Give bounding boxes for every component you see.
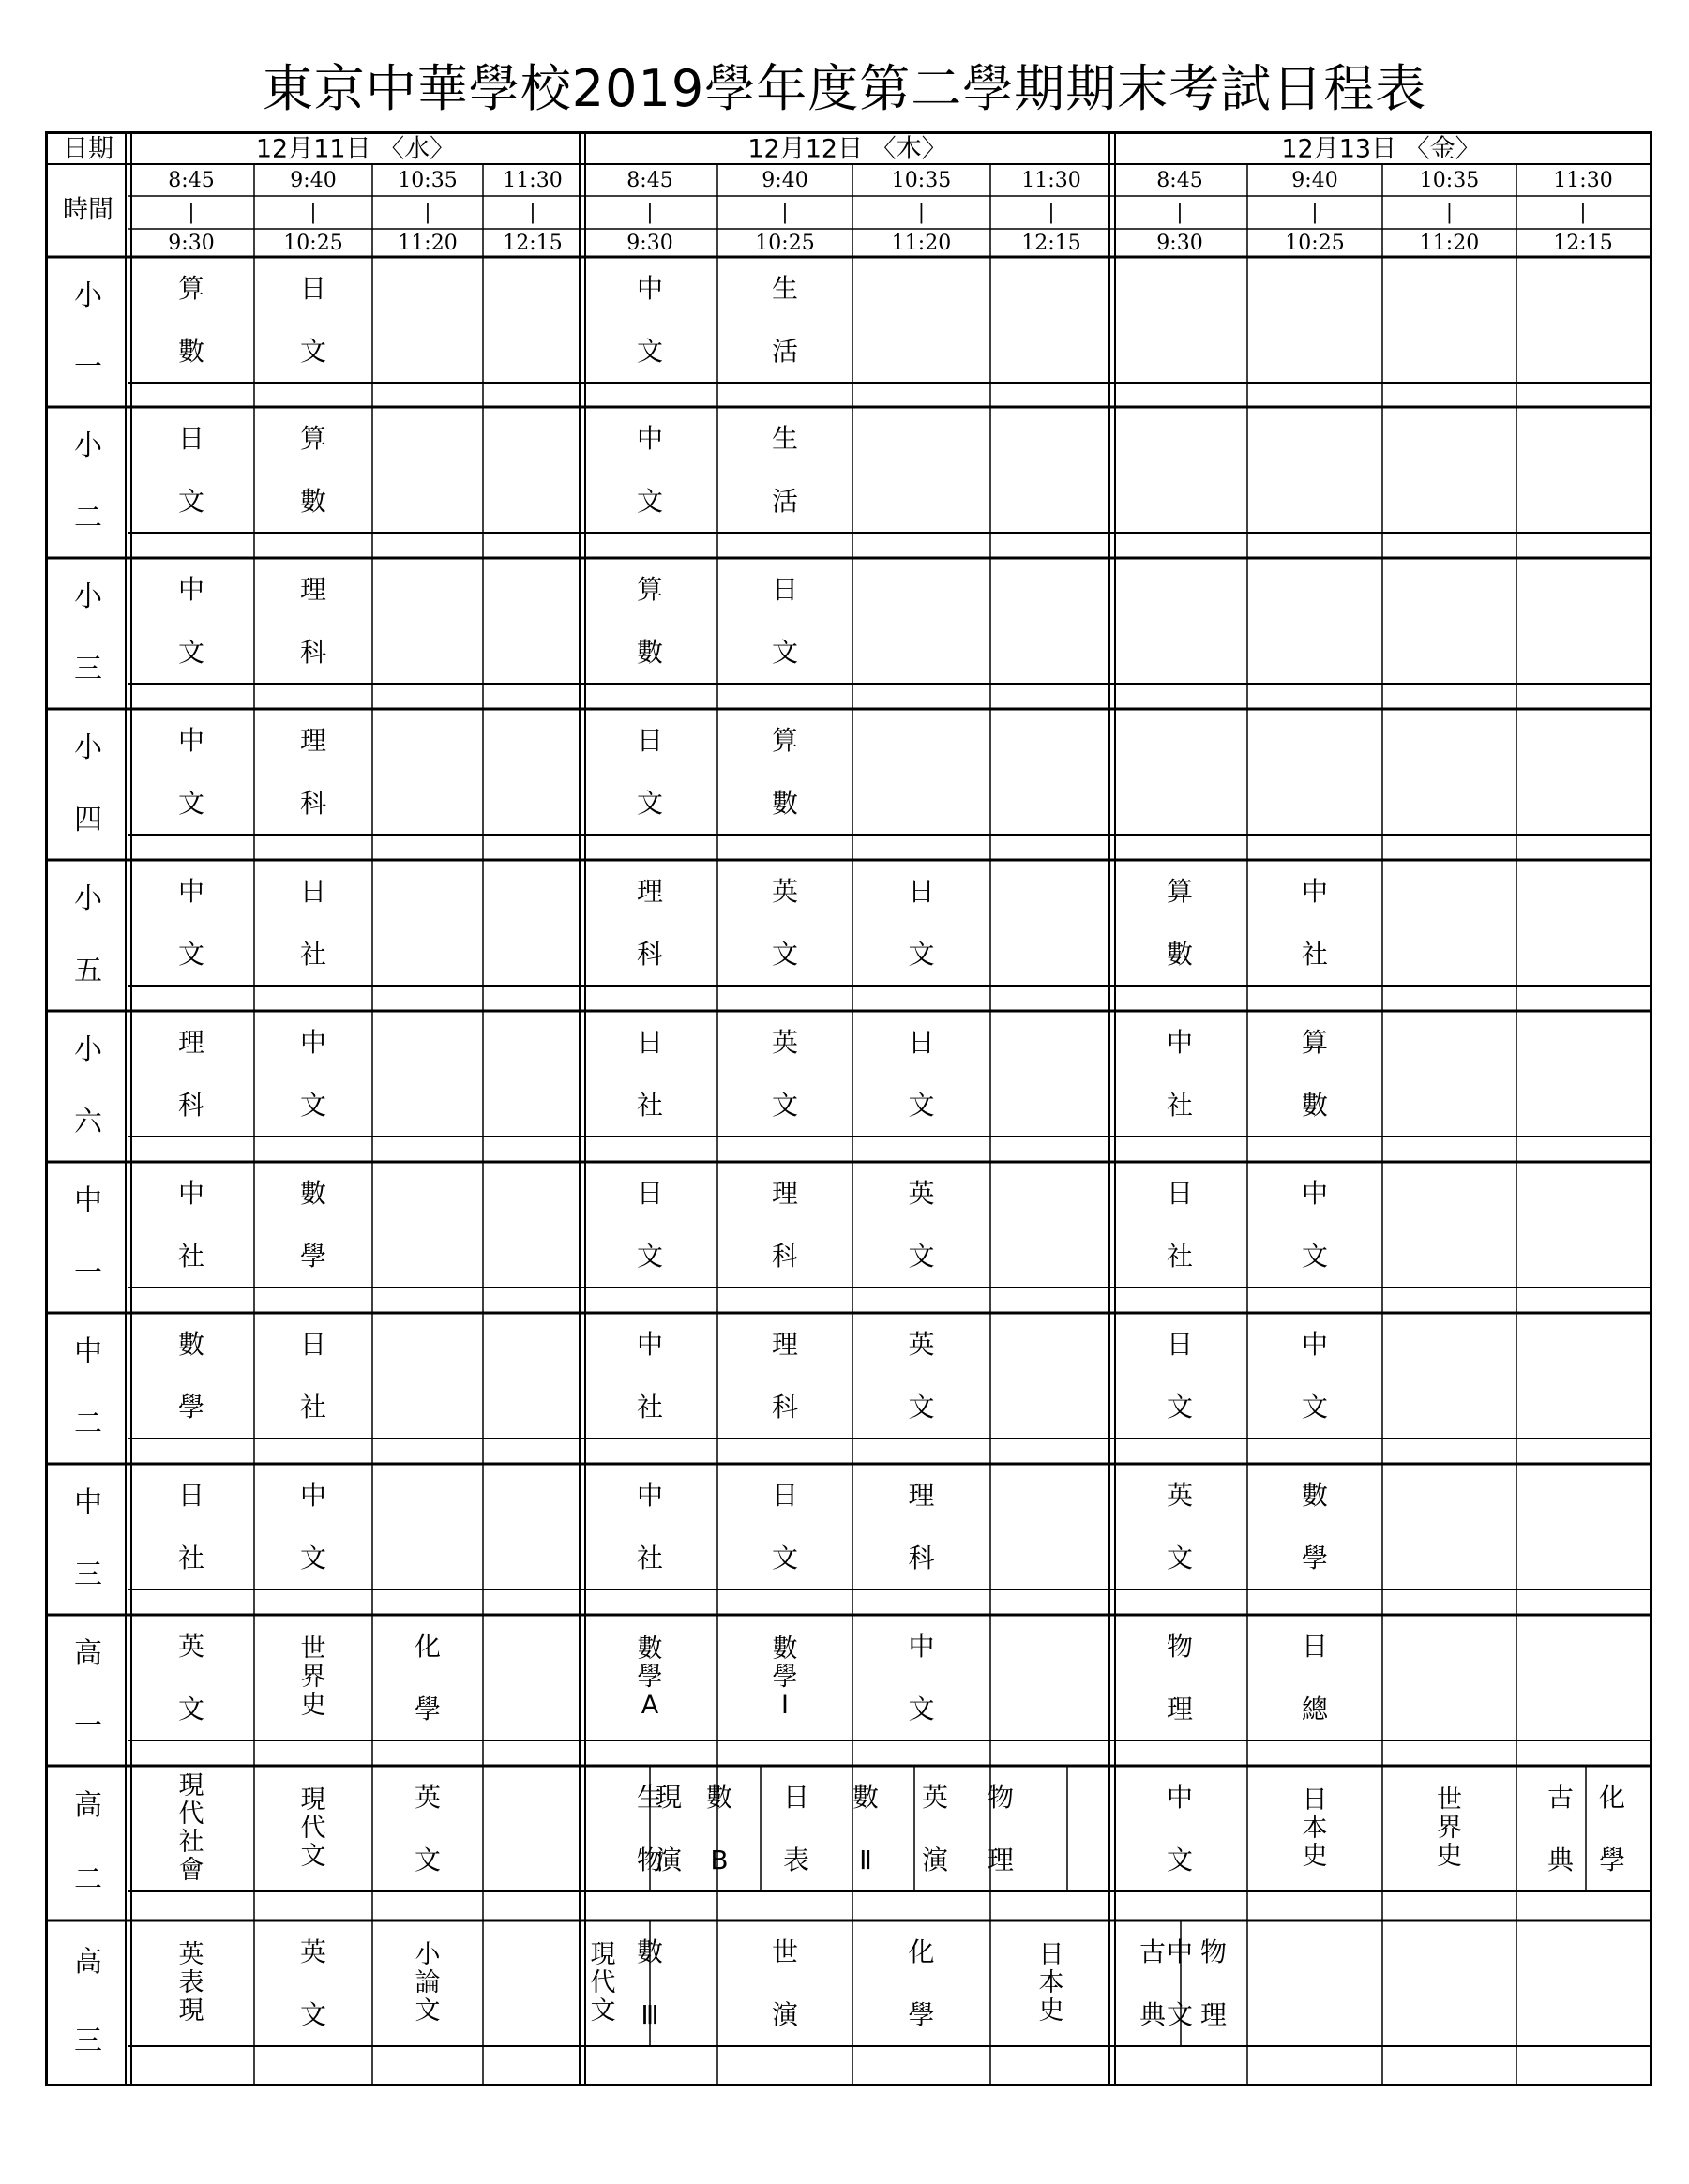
subject-char: 中 xyxy=(636,1329,664,1360)
subject-char: 數 xyxy=(177,336,205,367)
slot-time-separator: | xyxy=(1579,201,1587,224)
subject-char: 學 xyxy=(177,1392,205,1423)
subject-char: 日 xyxy=(299,273,327,304)
subject-char: 英 xyxy=(771,876,799,907)
subject-char: 演 xyxy=(771,1999,799,2030)
subject-char: 日 xyxy=(1166,1178,1194,1209)
subject-char: 中 xyxy=(1166,1782,1194,1813)
subject-char: 中 xyxy=(1166,1027,1194,1058)
subject-vertical: 現代文 xyxy=(590,1940,616,2026)
subject-char: 英 xyxy=(921,1782,949,1813)
time-header-label: 時間 xyxy=(63,195,113,225)
subject-char: 理 xyxy=(177,1027,205,1058)
subject-char: 文 xyxy=(299,1090,327,1121)
subject-char: 學 xyxy=(1301,1543,1329,1574)
subject-char: 日 xyxy=(636,1027,664,1058)
subject-char: 算 xyxy=(636,574,664,605)
grade-label: 三 xyxy=(74,653,102,686)
subject-char: 日 xyxy=(177,1480,205,1511)
subject-char: 生 xyxy=(771,423,799,454)
subject-char: 理 xyxy=(908,1480,935,1511)
subject-char: 文 xyxy=(1166,1543,1194,1574)
grade-label: 高 xyxy=(74,1636,102,1670)
subject-char: 中 xyxy=(299,1027,327,1058)
subject-char: 社 xyxy=(299,1392,327,1423)
subject-char: 古 xyxy=(1546,1782,1575,1813)
subject-char: 理 xyxy=(299,574,327,605)
subject-char: 物 xyxy=(1166,1631,1194,1662)
slot-end-time: 11:20 xyxy=(398,232,458,255)
subject-char: 理 xyxy=(1166,1694,1194,1725)
slot-start-time: 10:35 xyxy=(398,169,458,192)
grade-label: 高 xyxy=(74,1946,102,1980)
subject-vertical: 小論文 xyxy=(415,1940,441,2026)
subject-char: 理 xyxy=(771,1329,799,1360)
subject-char: 數 xyxy=(771,788,799,819)
slot-end-time: 10:25 xyxy=(283,232,343,255)
page-title: 東京中華學校2019學年度第二學期期末考試日程表 xyxy=(262,59,1427,118)
grade-label: 二 xyxy=(74,502,102,535)
subject-char: 文 xyxy=(908,1392,935,1423)
slot-start-time: 10:35 xyxy=(891,169,952,192)
subject-char: 社 xyxy=(1166,1241,1194,1272)
subject-char: 文 xyxy=(771,1543,799,1574)
grade-label: 小 xyxy=(74,881,102,915)
subject-char: 文 xyxy=(908,1090,935,1121)
slot-time-separator: | xyxy=(781,201,789,224)
subject-char: 化 xyxy=(1598,1782,1626,1813)
subject-char: 文 xyxy=(177,486,205,517)
subject-vertical: 日本史 xyxy=(1038,1940,1064,2026)
slot-end-time: 11:20 xyxy=(1419,232,1480,255)
subject-char: 文 xyxy=(299,1543,327,1574)
day-header: 12月12日 〈木〉 xyxy=(747,134,947,164)
subject-char: 文 xyxy=(771,637,799,668)
grade-label: 二 xyxy=(74,1408,102,1441)
subject-char: 數 xyxy=(852,1782,880,1813)
subject-char: 社 xyxy=(299,939,327,970)
grade-label: 四 xyxy=(74,804,102,837)
subject-char: 數 xyxy=(636,1936,664,1967)
slot-time-separator: | xyxy=(529,201,536,224)
subject-char: 生 xyxy=(636,1782,664,1813)
grade-label: 五 xyxy=(74,955,102,988)
grade-label: 一 xyxy=(74,351,102,384)
subject-char: 學 xyxy=(414,1694,442,1725)
slot-time-separator: | xyxy=(1445,201,1454,224)
subject-char: 數 xyxy=(299,1178,327,1209)
grade-label: 中 xyxy=(74,1485,102,1519)
subject-char: 科 xyxy=(177,1090,205,1121)
subject-vertical: 數學A xyxy=(637,1634,663,1720)
grade-label: 小 xyxy=(74,580,102,613)
subject-char: 文 xyxy=(414,1845,442,1875)
subject-char: 文 xyxy=(636,1241,664,1272)
subject-char: 文 xyxy=(908,1694,935,1725)
subject-char: 英 xyxy=(771,1027,799,1058)
subject-char: 日 xyxy=(782,1782,810,1813)
slot-end-time: 12:15 xyxy=(1553,232,1613,255)
subject-char: 社 xyxy=(177,1543,205,1574)
subject-char: 中 xyxy=(1301,1178,1329,1209)
subject-char: 文 xyxy=(636,336,664,367)
slot-end-time: 11:20 xyxy=(891,232,952,255)
subject-char: 社 xyxy=(1301,939,1329,970)
subject-char: Ⅲ xyxy=(641,1999,659,2030)
subject-char: 社 xyxy=(177,1241,205,1272)
subject-char: 英 xyxy=(908,1329,935,1360)
subject-char: 演 xyxy=(921,1845,949,1875)
grade-label: 二 xyxy=(74,1863,102,1897)
subject-vertical: 現代文 xyxy=(300,1785,326,1871)
subject-char: 數 xyxy=(1301,1090,1329,1121)
subject-char: 現 xyxy=(655,1782,683,1813)
slot-time-separator: | xyxy=(917,201,926,224)
subject-char: 典 xyxy=(1546,1845,1575,1875)
slot-end-time: 12:15 xyxy=(503,232,563,255)
subject-char: 典 xyxy=(1139,1999,1167,2030)
subject-char: 文 xyxy=(1301,1392,1329,1423)
subject-char: 社 xyxy=(636,1392,664,1423)
subject-char: 表 xyxy=(782,1845,810,1875)
subject-char: 算 xyxy=(1301,1027,1329,1058)
subject-char: 文 xyxy=(1301,1241,1329,1272)
subject-char: 中 xyxy=(177,1178,205,1209)
slot-start-time: 11:30 xyxy=(1553,169,1613,192)
slot-time-separator: | xyxy=(188,201,195,224)
subject-char: 數 xyxy=(177,1329,205,1360)
subject-vertical: 世界史 xyxy=(300,1634,326,1720)
subject-char: 數 xyxy=(1301,1480,1329,1511)
subject-char: 英 xyxy=(177,1631,205,1662)
slot-start-time: 9:40 xyxy=(762,169,808,192)
grade-label: 一 xyxy=(74,1257,102,1290)
subject-char: 文 xyxy=(177,1694,205,1725)
subject-char: 文 xyxy=(177,637,205,668)
subject-char: 文 xyxy=(771,1090,799,1121)
subject-char: 算 xyxy=(1166,876,1194,907)
slot-start-time: 11:30 xyxy=(1021,169,1081,192)
grade-label: 一 xyxy=(74,1710,102,1743)
subject-char: 日 xyxy=(908,1027,935,1058)
slot-end-time: 10:25 xyxy=(1285,232,1345,255)
subject-char: 算 xyxy=(299,423,327,454)
grade-label: 小 xyxy=(74,1032,102,1066)
subject-char: 文 xyxy=(1166,1392,1194,1423)
subject-char: 日 xyxy=(299,876,327,907)
subject-vertical: 現代社會 xyxy=(178,1771,204,1885)
slot-time-separator: | xyxy=(1048,201,1055,224)
grade-label: 小 xyxy=(74,731,102,764)
subject-char: 數 xyxy=(705,1782,733,1813)
subject-char: 中 xyxy=(636,273,664,304)
grade-label: 小 xyxy=(74,429,102,462)
subject-char: 物 xyxy=(636,1845,664,1875)
slot-start-time: 9:40 xyxy=(1291,169,1338,192)
subject-char: 數 xyxy=(636,637,664,668)
grade-label: 中 xyxy=(74,1183,102,1217)
subject-char: 數 xyxy=(299,486,327,517)
subject-char: 科 xyxy=(299,637,327,668)
subject-char: 社 xyxy=(1166,1090,1194,1121)
date-header-label: 日期 xyxy=(63,134,113,164)
subject-char: 學 xyxy=(908,1999,935,2030)
subject-char: 文 xyxy=(299,336,327,367)
slot-start-time: 9:40 xyxy=(290,169,337,192)
slot-time-separator: | xyxy=(1176,201,1184,224)
subject-char: 文 xyxy=(908,1241,935,1272)
subject-char: 物 xyxy=(1199,1936,1228,1967)
subject-char: 理 xyxy=(771,1178,799,1209)
schedule-table xyxy=(45,131,1652,2086)
subject-char: 物 xyxy=(987,1782,1015,1813)
subject-char: 英 xyxy=(299,1936,327,1967)
subject-vertical: 數學Ⅰ xyxy=(772,1634,798,1720)
subject-char: 化 xyxy=(414,1631,442,1662)
subject-char: 社 xyxy=(636,1543,664,1574)
subject-char: 理 xyxy=(1199,1999,1228,2030)
subject-char: Ⅱ xyxy=(859,1845,872,1875)
subject-char: 總 xyxy=(1301,1694,1329,1725)
slot-end-time: 12:15 xyxy=(1021,232,1081,255)
subject-char: 中 xyxy=(636,423,664,454)
subject-char: 文 xyxy=(908,939,935,970)
subject-char: 科 xyxy=(908,1543,935,1574)
subject-vertical: 日本史 xyxy=(1302,1785,1328,1871)
subject-char: 英 xyxy=(414,1782,442,1813)
slot-start-time: 10:35 xyxy=(1419,169,1480,192)
subject-char: 科 xyxy=(771,1392,799,1423)
grade-label: 三 xyxy=(74,2024,102,2057)
subject-char: 中 xyxy=(299,1480,327,1511)
slot-time-separator: | xyxy=(646,201,654,224)
subject-char: 演 xyxy=(655,1845,683,1875)
slot-time-separator: | xyxy=(1311,201,1319,224)
subject-char: 中 xyxy=(177,574,205,605)
subject-char: B xyxy=(710,1845,729,1875)
subject-char: 化 xyxy=(908,1936,935,1967)
subject-char: 學 xyxy=(1598,1845,1626,1875)
subject-char: 日 xyxy=(1301,1631,1329,1662)
subject-char: 中 xyxy=(636,1480,664,1511)
subject-char: 理 xyxy=(987,1845,1015,1875)
subject-char: 中 xyxy=(177,725,205,756)
subject-char: 日 xyxy=(1166,1329,1194,1360)
subject-char: 日 xyxy=(771,1480,799,1511)
subject-char: 英 xyxy=(908,1178,935,1209)
subject-char: 活 xyxy=(771,486,799,517)
subject-char: 文 xyxy=(636,486,664,517)
slot-start-time: 8:45 xyxy=(1156,169,1203,192)
subject-char: 日 xyxy=(177,423,205,454)
subject-char: 世 xyxy=(771,1936,799,1967)
subject-char: 日 xyxy=(908,876,935,907)
subject-char: 文 xyxy=(177,788,205,819)
subject-char: 學 xyxy=(299,1241,327,1272)
grade-label: 六 xyxy=(74,1106,102,1139)
subject-char: 文 xyxy=(177,939,205,970)
subject-char: 算 xyxy=(177,273,205,304)
day-header: 12月11日 〈水〉 xyxy=(255,134,456,164)
subject-char: 科 xyxy=(299,788,327,819)
slot-end-time: 9:30 xyxy=(1156,232,1203,255)
slot-end-time: 10:25 xyxy=(755,232,815,255)
subject-char: 數 xyxy=(1166,939,1194,970)
subject-char: 中 xyxy=(177,876,205,907)
subject-char: 科 xyxy=(771,1241,799,1272)
slot-end-time: 9:30 xyxy=(626,232,673,255)
slot-time-separator: | xyxy=(424,201,431,224)
subject-char: 文 xyxy=(636,788,664,819)
subject-char: 中 xyxy=(908,1631,935,1662)
subject-char: 古 xyxy=(1139,1936,1167,1967)
subject-char: 文 xyxy=(771,939,799,970)
subject-char: 活 xyxy=(771,336,799,367)
subject-char: 文 xyxy=(1166,1845,1194,1875)
subject-vertical: 世界史 xyxy=(1437,1785,1462,1871)
slot-time-separator: | xyxy=(309,201,317,224)
grade-label: 高 xyxy=(74,1788,102,1822)
subject-char: 文 xyxy=(1166,1999,1194,2030)
subject-char: 中 xyxy=(1166,1936,1194,1967)
subject-char: 科 xyxy=(636,939,664,970)
subject-char: 日 xyxy=(636,1178,664,1209)
subject-char: 日 xyxy=(299,1329,327,1360)
subject-vertical: 英表現 xyxy=(178,1940,204,2026)
subject-char: 算 xyxy=(771,725,799,756)
subject-char: 中 xyxy=(1301,1329,1329,1360)
subject-char: 生 xyxy=(771,273,799,304)
grade-label: 三 xyxy=(74,1559,102,1592)
subject-char: 日 xyxy=(636,725,664,756)
slot-end-time: 9:30 xyxy=(168,232,215,255)
subject-char: 社 xyxy=(636,1090,664,1121)
subject-char: 文 xyxy=(299,1999,327,2030)
day-header: 12月13日 〈金〉 xyxy=(1281,134,1481,164)
grade-label: 中 xyxy=(74,1334,102,1368)
slot-start-time: 8:45 xyxy=(168,169,215,192)
subject-char: 中 xyxy=(1301,876,1329,907)
subject-char: 理 xyxy=(299,725,327,756)
subject-char: 理 xyxy=(636,876,664,907)
grade-label: 小 xyxy=(74,279,102,312)
subject-char: 日 xyxy=(771,574,799,605)
subject-char: 英 xyxy=(1166,1480,1194,1511)
slot-start-time: 8:45 xyxy=(626,169,673,192)
slot-start-time: 11:30 xyxy=(503,169,563,192)
